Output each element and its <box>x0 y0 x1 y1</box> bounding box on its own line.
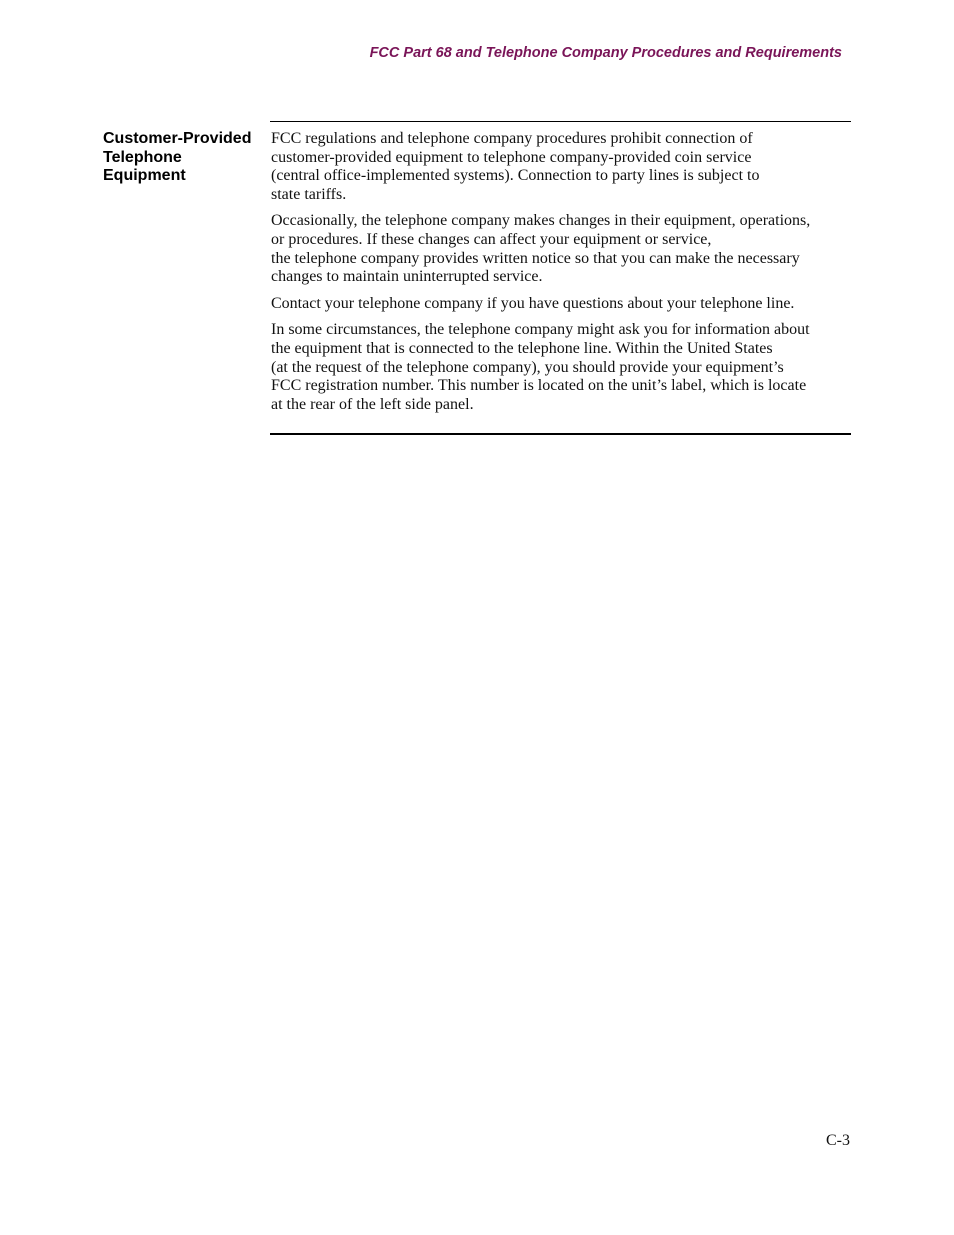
text-line: (at the request of the telephone company), you should provide your equipment’s <box>271 358 784 376</box>
paragraph-coin-service <box>271 130 855 204</box>
text-line: customer-provided equipment to telephone company-provided coin service <box>271 148 752 166</box>
text-line: state tariffs. <box>271 185 347 203</box>
text-line: the telephone company provides written notice so that you can make the necessary <box>271 249 800 267</box>
text-line: (central office-implemented systems). Connection to party lines is subject to <box>271 167 760 185</box>
text-line: changes to maintain uninterrupted service. <box>271 268 543 286</box>
text-line: In some circumstances, the telephone company might ask you for information about <box>271 321 810 339</box>
top-rule <box>270 121 851 122</box>
running-header: FCC Part 68 and Telephone Company Procedures and Requirements <box>369 45 842 61</box>
text-line: the equipment that is connected to the telephone line. Within the United States <box>271 339 773 357</box>
text-line: FCC registration number. This number is located on the unit’s label, which is locate <box>271 377 807 395</box>
section-heading-line: Telephone <box>103 148 182 166</box>
text-line: at the rear of the left side panel. <box>271 395 474 413</box>
paragraph-contact <box>271 295 855 314</box>
section-heading-line: Equipment <box>103 167 186 185</box>
text-line: FCC regulations and telephone company procedures prohibit connection of <box>271 130 753 147</box>
section-body <box>271 130 855 422</box>
text-line: Occasionally, the telephone company makes changes in their equipment, operations, <box>271 212 811 230</box>
text-line: or procedures. If these changes can affect your equipment or service, <box>271 230 712 248</box>
text-line: Contact your telephone company if you have questions about your telephone line. <box>271 294 795 312</box>
section-heading <box>103 130 268 186</box>
page-number: C-3 <box>826 1132 850 1149</box>
bottom-rule <box>270 433 851 435</box>
section-heading-line: Customer-Provided <box>103 130 252 147</box>
paragraph-registration <box>271 321 855 414</box>
paragraph-changes <box>271 212 855 286</box>
